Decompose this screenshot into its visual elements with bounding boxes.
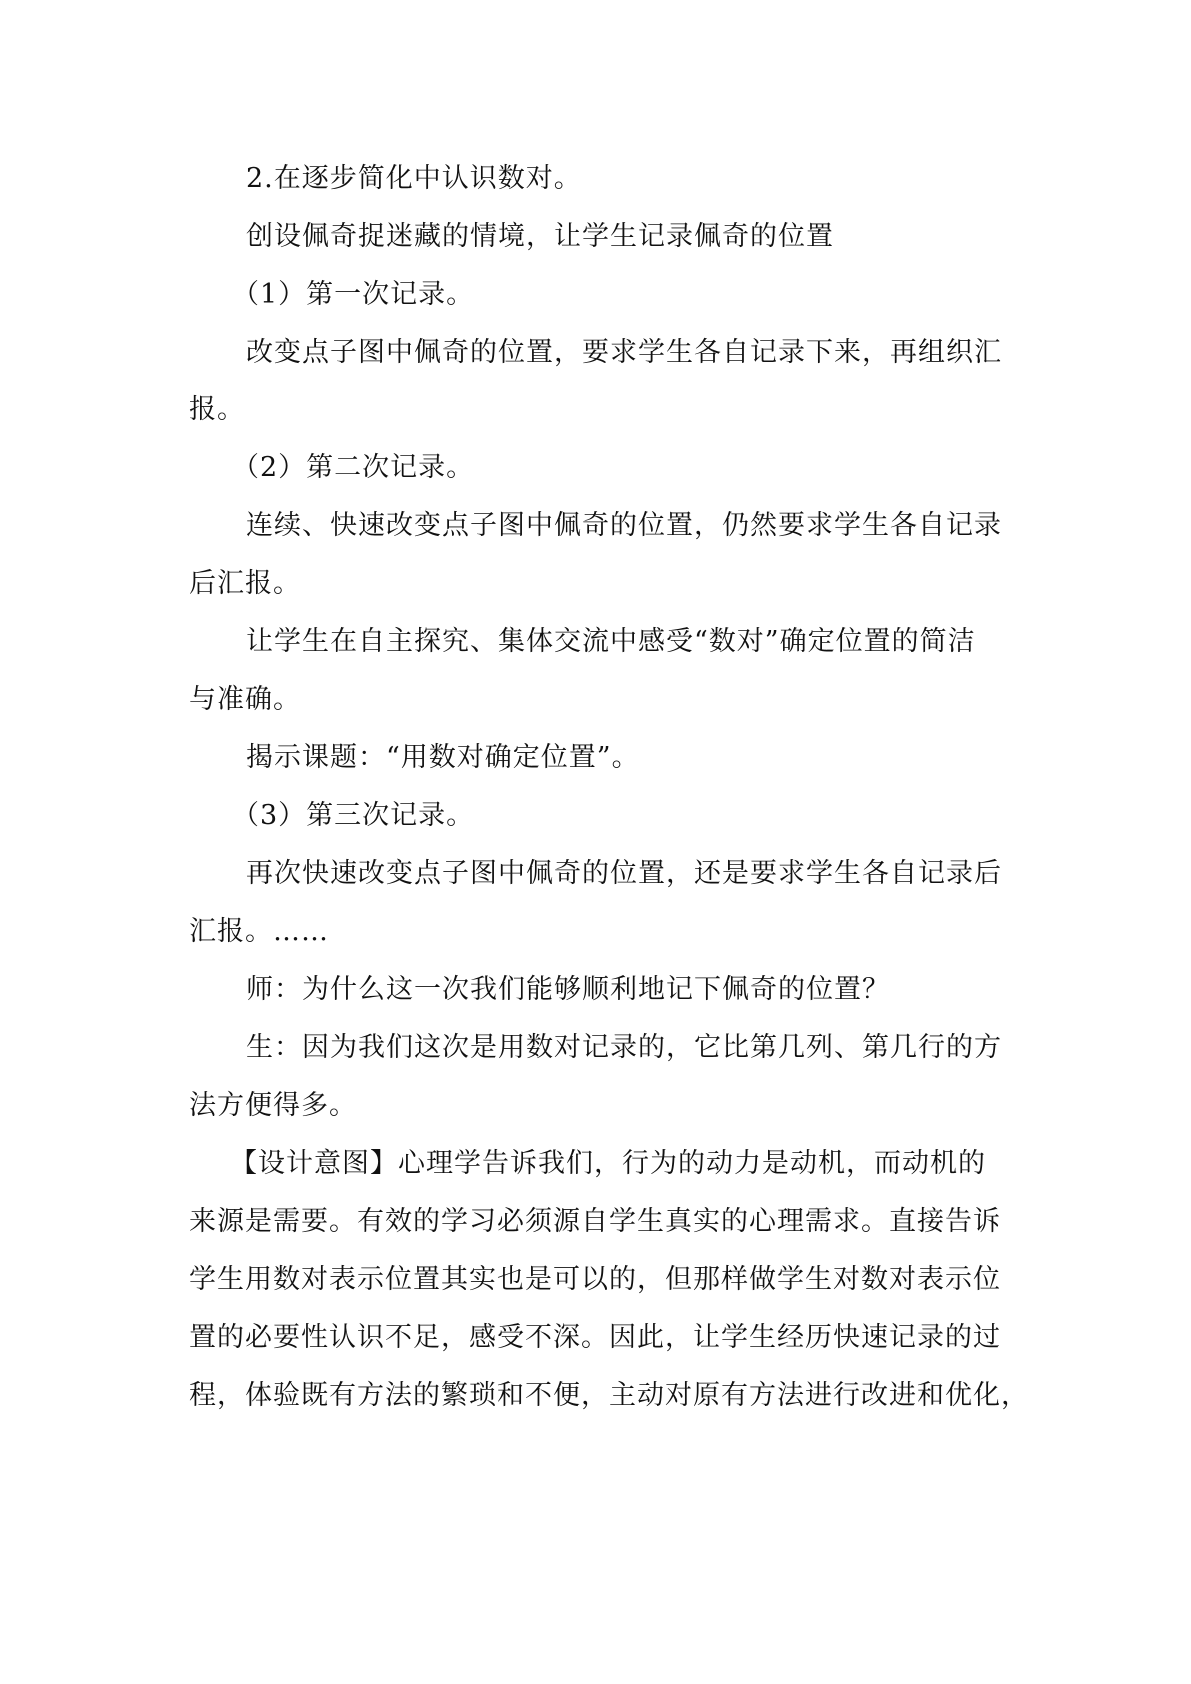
section-heading: 2.在逐步简化中认识数对。	[246, 163, 582, 194]
paragraph-line: 报。	[189, 394, 245, 425]
paragraph-line: 改变点子图中佩奇的位置，要求学生各自记录下来，再组织汇	[246, 337, 1002, 368]
paragraph-line: 【设计意图】心理学告诉我们，行为的动力是动机，而动机的	[230, 1148, 986, 1179]
paragraph-line: 让学生在自主探究、集体交流中感受“数对”确定位置的简洁	[246, 626, 976, 657]
paragraph-line: 师：为什么这一次我们能够顺利地记下佩奇的位置？	[246, 974, 890, 1005]
step-heading: （2）第二次记录。	[232, 452, 475, 483]
paragraph-line: 连续、快速改变点子图中佩奇的位置，仍然要求学生各自记录	[246, 510, 1002, 541]
paragraph-line: 汇报。……	[189, 916, 329, 947]
paragraph-line: 法方便得多。	[189, 1090, 357, 1121]
step-heading: （3）第三次记录。	[232, 800, 475, 831]
paragraph-line: 创设佩奇捉迷藏的情境，让学生记录佩奇的位置	[246, 221, 834, 252]
paragraph-line: 学生用数对表示位置其实也是可以的，但那样做学生对数对表示位	[189, 1264, 1001, 1295]
step-heading: （1）第一次记录。	[232, 279, 475, 310]
paragraph-line: 置的必要性认识不足，感受不深。因此，让学生经历快速记录的过	[189, 1322, 1001, 1353]
paragraph-line: 再次快速改变点子图中佩奇的位置，还是要求学生各自记录后	[246, 858, 1002, 889]
paragraph-line: 与准确。	[189, 684, 301, 715]
paragraph-line: 后汇报。	[189, 568, 301, 599]
paragraph-line: 生：因为我们这次是用数对记录的，它比第几列、第几行的方	[246, 1032, 1002, 1063]
paragraph-line: 来源是需要。有效的学习必须源自学生真实的心理需求。直接告诉	[189, 1206, 1001, 1237]
paragraph-line: 程，体验既有方法的繁琐和不便，主动对原有方法进行改进和优化，	[189, 1380, 1029, 1411]
paragraph-line: 揭示课题：“用数对确定位置”。	[246, 742, 640, 773]
